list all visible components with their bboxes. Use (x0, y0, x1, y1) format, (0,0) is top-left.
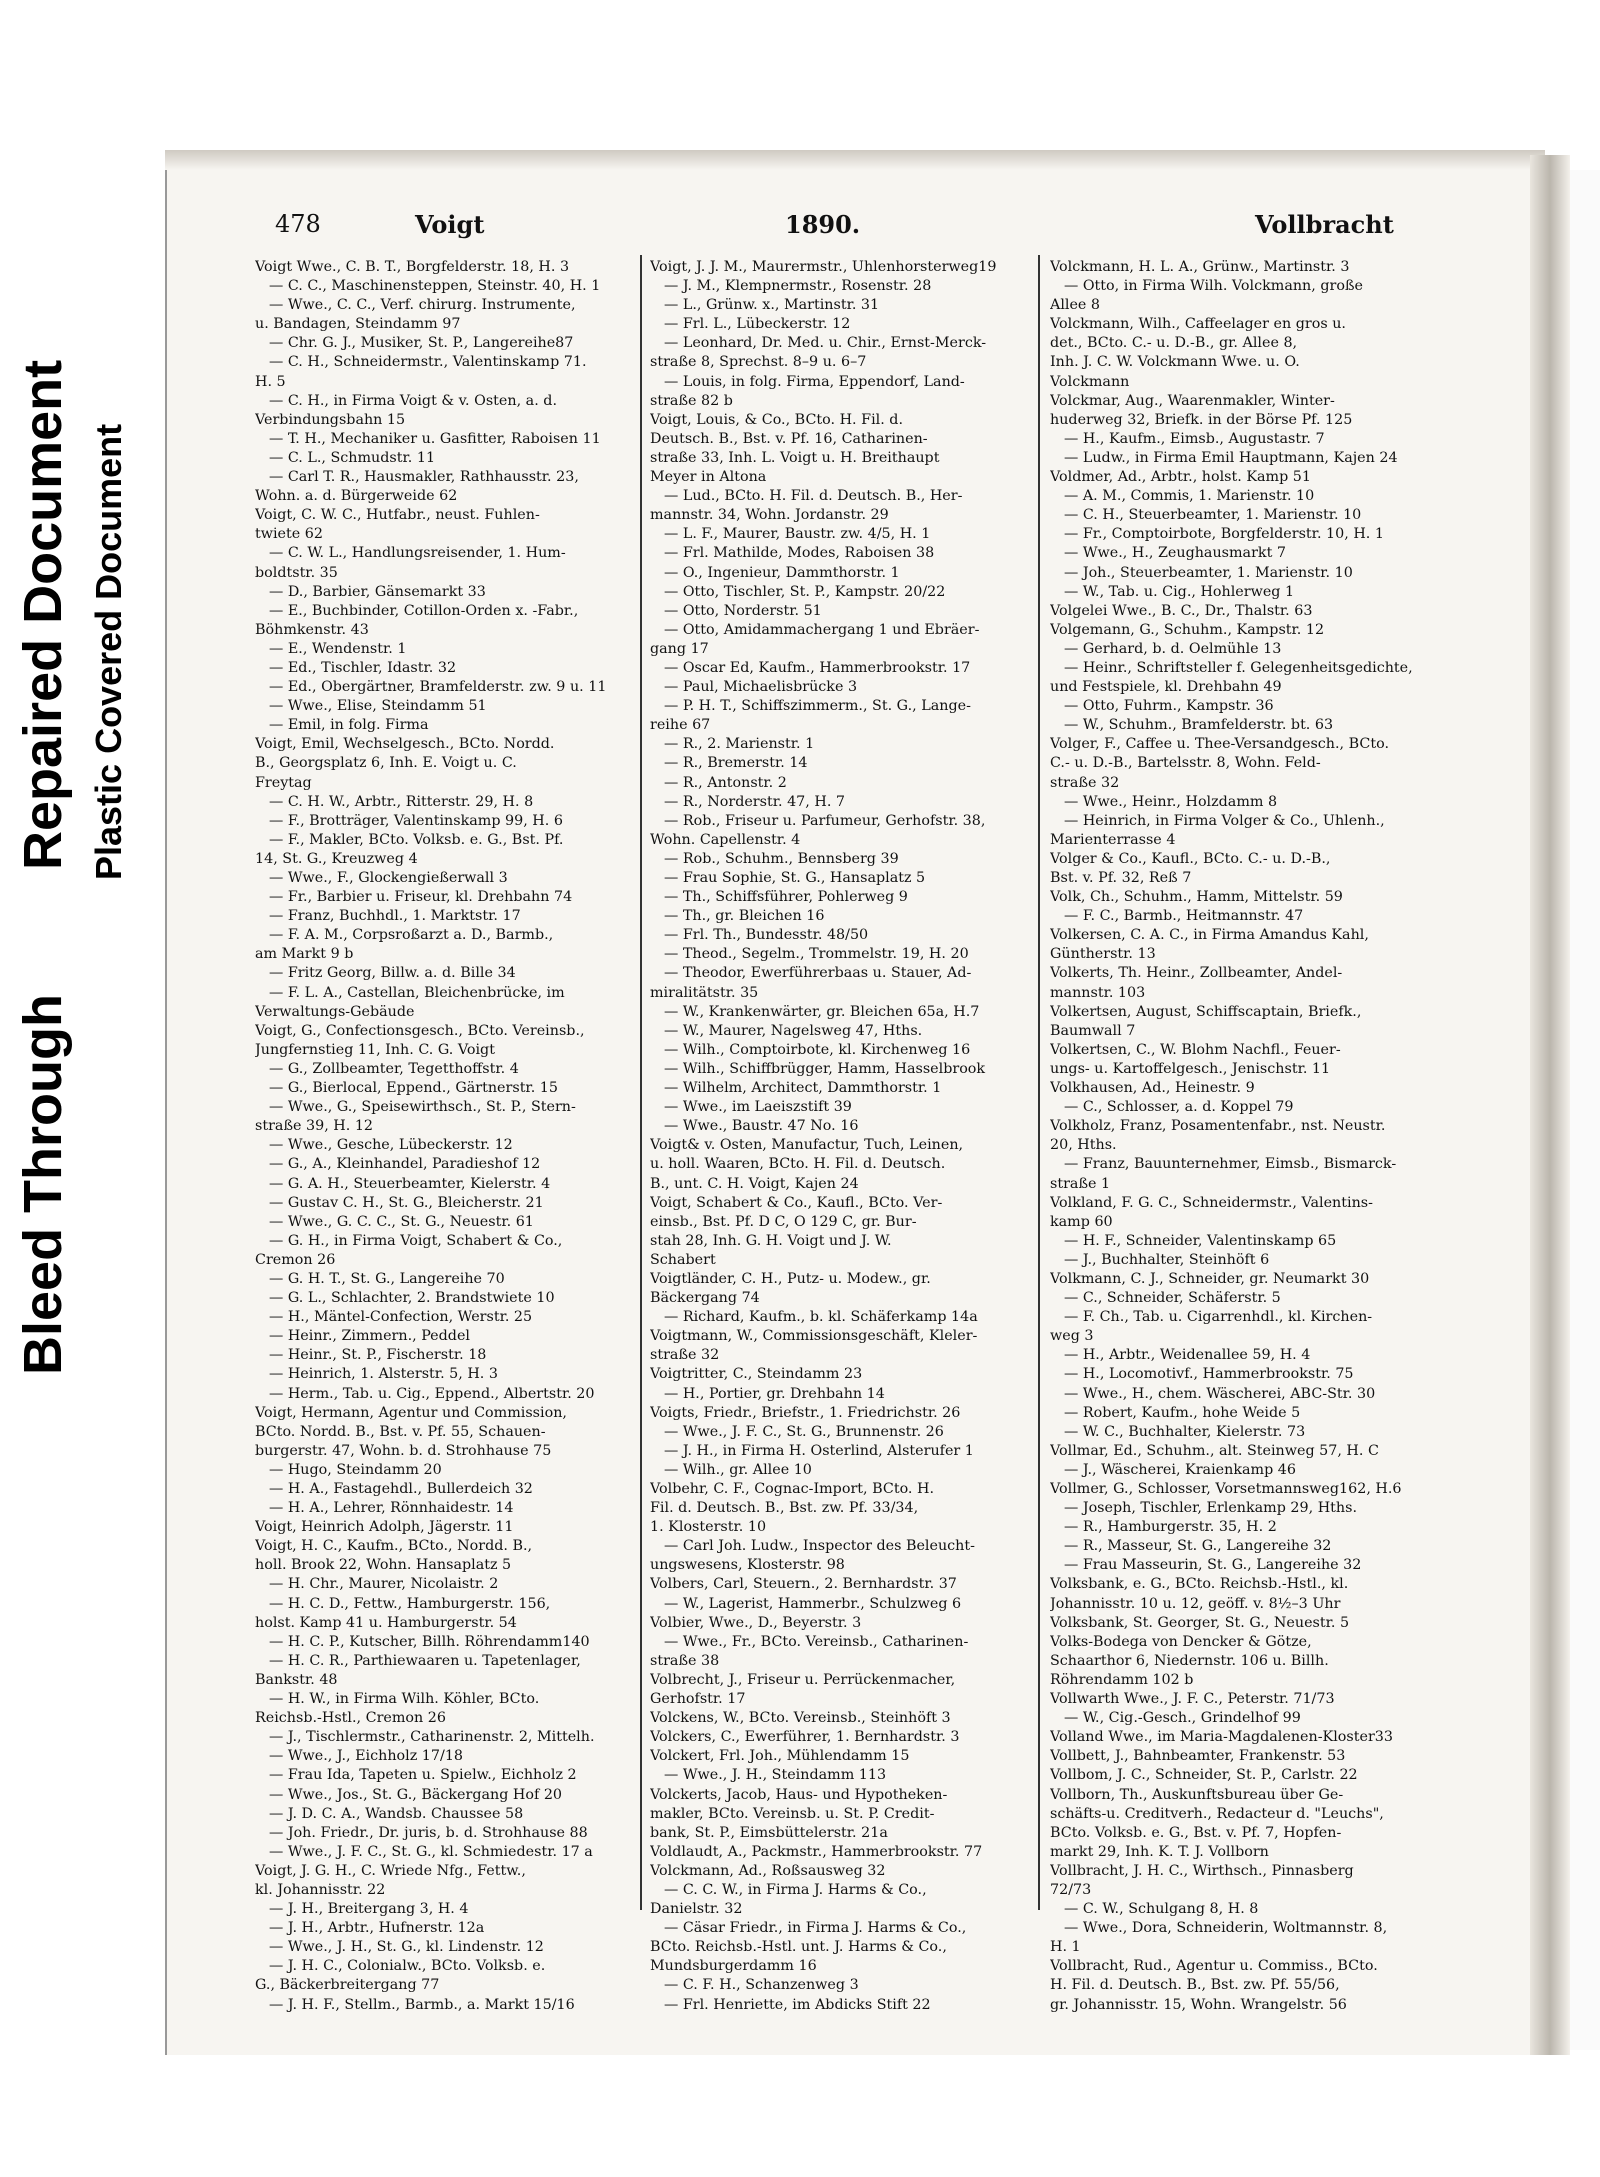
directory-entry-line: Volgelei Wwe., B. C., Dr., Thalstr. 63 (1050, 602, 1313, 619)
directory-entry-line: — H., Kaufm., Eimsb., Augustastr. 7 (1064, 430, 1325, 447)
directory-entry-line: Volkertsen, C., W. Blohm Nachfl., Feuer- (1050, 1041, 1341, 1058)
directory-entry-line: Reichsb.-Hstl., Cremon 26 (255, 1710, 446, 1727)
directory-entry-line: — Gerhard, b. d. Oelmühle 13 (1064, 640, 1282, 657)
directory-entry-line: burgerstr. 47, Wohn. b. d. Strohhause 75 (255, 1442, 552, 1459)
directory-entry-line: B., unt. C. H. Voigt, Kajen 24 (650, 1175, 859, 1192)
directory-entry-line: Volkhausen, Ad., Heinestr. 9 (1050, 1080, 1255, 1097)
directory-entry-line: — Robert, Kaufm., hohe Weide 5 (1064, 1404, 1301, 1421)
directory-entry-line: Bankstr. 48 (255, 1671, 338, 1688)
directory-entry-line: — Wwe., J. H., St. G., kl. Lindenstr. 12 (269, 1939, 544, 1956)
directory-entry-line: — Fritz Georg, Billw. a. d. Bille 34 (269, 965, 516, 982)
directory-entry-line: — E., Buchbinder, Cotillon-Orden x. -Fabr., (269, 602, 579, 619)
directory-entry-line: — Herm., Tab. u. Cig., Eppend., Albertstr. 20 (269, 1385, 595, 1402)
directory-entry-line: Volbrecht, J., Friseur u. Perrückenmacher, (650, 1671, 956, 1688)
directory-entry-line: — O., Ingenieur, Dammthorstr. 1 (664, 564, 900, 581)
directory-entry-line: — H. A., Lehrer, Rönnhaidestr. 14 (269, 1500, 514, 1517)
directory-entry-line: — J. H. F., Stellm., Barmb., a. Markt 15/16 (269, 1996, 575, 2013)
directory-entry-line: straße 39, H. 12 (255, 1118, 374, 1135)
directory-entry-line: Verbindungsbahn 15 (255, 411, 406, 428)
directory-entry-line: Volksbank, St. Georger, St. G., Neuestr. 5 (1050, 1614, 1350, 1631)
directory-entry-line: — Wwe., C. C., Verf. chirurg. Instrumente, (269, 297, 576, 314)
directory-entry-line: Voigt& v. Osten, Manufactur, Tuch, Leinen, (650, 1137, 964, 1154)
directory-entry-line: — Wilh., gr. Allee 10 (664, 1461, 812, 1478)
directory-entry-line: Volk, Ch., Schuhm., Hamm, Mittelstr. 59 (1050, 889, 1343, 906)
directory-entry-line: — Paul, Michaelisbrücke 3 (664, 679, 858, 696)
directory-entry-line: — Leonhard, Dr. Med. u. Chir., Ernst-Merck- (664, 335, 987, 352)
directory-entry-line: — Otto, in Firma Wilh. Volckmann, große (1064, 278, 1363, 295)
directory-entry-line: Vollmer, G., Schlosser, Vorsetmannsweg162, H.6 (1050, 1481, 1402, 1497)
directory-entry-line: — Carl Joh. Ludw., Inspector des Beleucht- (664, 1538, 975, 1555)
directory-entry-line: — H., Portier, gr. Drehbahn 14 (664, 1385, 885, 1402)
directory-entry-line: H. 5 (255, 373, 286, 390)
directory-entry-line: B., Georgsplatz 6, Inh. E. Voigt u. C. (255, 755, 517, 772)
directory-entry-line: — R., Norderstr. 47, H. 7 (664, 793, 846, 810)
directory-entry-line: Voigt, Emil, Wechselgesch., BCto. Nordd. (255, 736, 555, 753)
column-rule (640, 255, 642, 1910)
directory-entry-line: — Carl T. R., Hausmakler, Rathhausstr. 23, (269, 469, 579, 486)
directory-entry-line: — Wwe., G. C. C., St. G., Neuestr. 61 (269, 1213, 534, 1230)
directory-entry-line: — P. H. T., Schiffszimmerm., St. G., Lange- (664, 698, 971, 715)
directory-entry-line: Voigt, Hermann, Agentur und Commission, (255, 1404, 567, 1421)
directory-entry-line: — G. L., Schlachter, 2. Brandstwiete 10 (269, 1290, 555, 1307)
directory-entry-line: — Wwe., Dora, Schneiderin, Woltmannstr. 8, (1064, 1920, 1388, 1937)
directory-entry-line: Volckmann, Wilh., Caffeelager en gros u. (1050, 316, 1346, 333)
directory-entry-line: — C. W., Schulgang 8, H. 8 (1064, 1901, 1259, 1918)
directory-entry-line: huderweg 32, Briefk. in der Börse Pf. 125 (1050, 411, 1353, 428)
directory-entry-line: — Frau Masseurin, St. G., Langereihe 32 (1064, 1557, 1362, 1574)
directory-entry-line: Bäckergang 74 (650, 1290, 760, 1307)
directory-entry-line: — Theod., Segelm., Trommelstr. 19, H. 20 (664, 946, 969, 963)
directory-entry-line: — C., Schlosser, a. d. Koppel 79 (1064, 1099, 1294, 1116)
directory-entry-line: — Ludw., in Firma Emil Hauptmann, Kajen 24 (1064, 449, 1398, 466)
directory-entry-line: Voigt, C. W. C., Hutfabr., neust. Fuhlen- (255, 507, 540, 524)
directory-entry-line: C.- u. D.-B., Bartelsstr. 8, Wohn. Feld- (1050, 755, 1321, 772)
directory-entry-line: — D., Barbier, Gänsemarkt 33 (269, 583, 486, 600)
directory-entry-line: Voldmer, Ad., Arbtr., holst. Kamp 51 (1050, 469, 1311, 486)
directory-entry-line: Volkmann, C. J., Schneider, gr. Neumarkt 30 (1050, 1270, 1370, 1287)
directory-entry-line: — G. A. H., Steuerbeamter, Kielerstr. 4 (269, 1175, 551, 1192)
directory-entry-line: — Th., Schiffsführer, Pohlerweg 9 (664, 889, 908, 906)
directory-entry-line: Vollmar, Ed., Schuhm., alt. Steinweg 57, H. C (1050, 1442, 1379, 1459)
directory-entry-line: — Ed., Tischler, Idastr. 32 (269, 659, 457, 676)
directory-entry-line: — T. H., Mechaniker u. Gasfitter, Raboisen 11 (269, 430, 601, 447)
directory-entry-line: Volckers, C., Ewerführer, 1. Bernhardstr. 3 (650, 1729, 960, 1746)
directory-entry-line: Voigt, J. G. H., C. Wriede Nfg., Fettw., (255, 1862, 526, 1879)
directory-entry-line: Jungfernstieg 11, Inh. C. G. Voigt (255, 1041, 495, 1058)
directory-entry-line: makler, BCto. Vereinsb. u. St. P. Credit- (650, 1805, 935, 1822)
directory-entry-line: BCto. Nordd. B., Bst. v. Pf. 55, Schauen- (255, 1423, 546, 1440)
directory-entry-line: Volbers, Carl, Steuern., 2. Bernhardstr. 37 (650, 1576, 957, 1593)
repaired-document-label: Repaired Document (13, 359, 73, 870)
directory-entry-line: Volksbank, e. G., BCto. Reichsb.-Hstl., kl. (1050, 1576, 1349, 1593)
directory-entry-line: Danielstr. 32 (650, 1901, 743, 1918)
directory-entry-line: Marienterrasse 4 (1050, 831, 1176, 848)
directory-entry-line: — Oscar Ed, Kaufm., Hammerbrookstr. 17 (664, 659, 971, 676)
directory-entry-line: — Joh. Friedr., Dr. juris, b. d. Strohhause 88 (269, 1824, 588, 1841)
directory-entry-line: — F. L. A., Castellan, Bleichenbrücke, im (269, 984, 565, 1001)
directory-entry-line: Voigt, J. J. M., Maurermstr., Uhlenhorsterweg19 (650, 259, 997, 275)
directory-entry-line: — Wwe., Heinr., Holzdamm 8 (1064, 793, 1278, 810)
directory-entry-line: Volckmann, Ad., Roßsausweg 32 (650, 1862, 886, 1879)
directory-entry-line: Volckerts, Jacob, Haus- und Hypotheken- (650, 1786, 948, 1803)
directory-entry-line: — Wwe., H., chem. Wäscherei, ABC-Str. 30 (1064, 1385, 1376, 1402)
directory-entry-line: Volbier, Wwe., D., Beyerstr. 3 (650, 1614, 862, 1631)
directory-entry-line: am Markt 9 b (255, 946, 354, 963)
directory-entry-line: — Otto, Fuhrm., Kampstr. 36 (1064, 698, 1274, 715)
directory-entry-line: — F. Ch., Tab. u. Cigarrenhdl., kl. Kirchen- (1064, 1309, 1373, 1326)
directory-entry-line: — C. C. W., in Firma J. Harms & Co., (664, 1881, 927, 1898)
page-header (255, 210, 1545, 250)
directory-entry-line: Voigts, Friedr., Briefstr., 1. Friedrichstr. 26 (650, 1404, 961, 1421)
directory-entry-line: — G. H., in Firma Voigt, Schabert & Co., (269, 1232, 563, 1249)
directory-entry-line: bank, St. P., Eimsbüttelerstr. 21a (650, 1824, 888, 1841)
directory-entry-line: — C. H., Schneidermstr., Valentinskamp 71. (269, 354, 587, 371)
directory-entry-line: Deutsch. B., Bst. v. Pf. 16, Catharinen- (650, 430, 928, 447)
directory-entry-line: Volger, F., Caffee u. Thee-Versandgesch., BCto. (1050, 736, 1390, 753)
directory-entry-line: und Festspiele, kl. Drehbahn 49 (1050, 679, 1282, 696)
directory-entry-line: Röhrendamm 102 b (1050, 1671, 1194, 1688)
directory-entry-line: — J. H., Arbtr., Hufnerstr. 12a (269, 1920, 485, 1937)
directory-entry-line: Volckens, W., BCto. Vereinsb., Steinhöft 3 (650, 1710, 951, 1727)
directory-entry-line: — Wwe., Elise, Steindamm 51 (269, 698, 487, 715)
directory-entry-line: Fil. d. Deutsch. B., Bst. zw. Pf. 33/34, (650, 1500, 919, 1517)
directory-entry-line: — Chr. G. J., Musiker, St. P., Langereihe87 (269, 335, 574, 352)
directory-entry-line: Vollwarth Wwe., J. F. C., Peterstr. 71/73 (1050, 1691, 1335, 1708)
directory-entry-line: — C. W. L., Handlungsreisender, 1. Hum- (269, 545, 566, 562)
directory-entry-line: miralitätstr. 35 (650, 984, 759, 1001)
directory-entry-line: — Wwe., G., Speisewirthsch., St. P., Stern- (269, 1099, 576, 1116)
directory-entry-line: — W., Tab. u. Cig., Hohlerweg 1 (1064, 583, 1295, 600)
directory-entry-line: — Theodor, Ewerführerbaas u. Stauer, Ad- (664, 965, 972, 982)
directory-entry-line: Johannisstr. 10 u. 12, geöff. v. 8½–3 Uhr (1050, 1595, 1341, 1612)
directory-entry-line: — Otto, Tischler, St. P., Kampstr. 20/22 (664, 583, 946, 600)
adjacent-page-edge (1570, 170, 1600, 2050)
directory-entry-line: 1. Klosterstr. 10 (650, 1519, 767, 1536)
directory-entry-line: — Wwe., H., Zeughausmarkt 7 (1064, 545, 1286, 562)
directory-entry-line: — W., Cig.-Gesch., Grindelhof 99 (1064, 1710, 1301, 1727)
directory-entry-line: Schabert (650, 1251, 716, 1268)
directory-entry-line: — H., Mäntel-Confection, Werstr. 25 (269, 1309, 533, 1326)
directory-entry-line: — Wwe., F., Glockengießerwall 3 (269, 870, 508, 886)
directory-entry-line: — L., Grünw. x., Martinstr. 31 (664, 297, 880, 314)
directory-entry-line: Güntherstr. 13 (1050, 946, 1156, 963)
directory-entry-line: — W., Lagerist, Hammerbr., Schulzweg 6 (664, 1595, 962, 1612)
directory-entry-line: Volckmar, Aug., Waarenmakler, Winter- (1050, 392, 1335, 409)
directory-entry-line: Volkerts, Th. Heinr., Zollbeamter, Andel- (1050, 965, 1343, 982)
directory-entry-line: — R., 2. Marienstr. 1 (664, 736, 815, 753)
directory-entry-line: Vollbracht, J. H. C., Wirthsch., Pinnasberg (1050, 1862, 1354, 1879)
directory-entry-line: straße 82 b (650, 392, 733, 409)
directory-column-middle (650, 258, 1025, 2015)
directory-entry-line: — H. Chr., Maurer, Nicolaistr. 2 (269, 1576, 499, 1593)
directory-entry-line: Inh. J. C. W. Volckmann Wwe. u. O. (1050, 354, 1300, 371)
directory-entry-line: — J., Buchhalter, Steinhöft 6 (1064, 1251, 1270, 1268)
directory-entry-line: Volkertsen, August, Schiffscaptain, Briefk., (1050, 1003, 1362, 1020)
directory-entry-line: kamp 60 (1050, 1213, 1113, 1230)
directory-entry-line: weg 3 (1050, 1328, 1094, 1345)
directory-entry-line: — R., Masseur, St. G., Langereihe 32 (1064, 1538, 1332, 1555)
directory-entry-line: — G., Bierlocal, Eppend., Gärtnerstr. 15 (269, 1080, 558, 1097)
directory-entry-line: straße 32 (1050, 774, 1120, 791)
directory-entry-line: Voigt, G., Confectionsgesch., BCto. Vereinsb., (255, 1022, 585, 1039)
directory-entry-line: schäfts-u. Creditverh., Redacteur d. "Leuchs", (1050, 1805, 1384, 1822)
directory-entry-line: — Lud., BCto. H. Fil. d. Deutsch. B., Her- (664, 488, 963, 505)
directory-entry-line: Volkersen, C. A. C., in Firma Amandus Kahl, (1050, 927, 1369, 944)
directory-entry-line: — Frau Ida, Tapeten u. Spielw., Eichholz 2 (269, 1767, 577, 1784)
directory-entry-line: holst. Kamp 41 u. Hamburgerstr. 54 (255, 1614, 517, 1631)
directory-entry-line: — Wwe., Baustr. 47 No. 16 (664, 1118, 859, 1135)
directory-entry-line: — Wwe., J., Eichholz 17/18 (269, 1748, 464, 1765)
directory-entry-line: 14, St. G., Kreuzweg 4 (255, 850, 418, 867)
header-left-word: Voigt (415, 210, 485, 239)
directory-entry-line: Volks-Bodega von Dencker & Götze, (1050, 1633, 1312, 1650)
directory-entry-line: — F. C., Barmb., Heitmannstr. 47 (1064, 908, 1304, 925)
directory-entry-line: 72/73 (1050, 1881, 1092, 1898)
directory-entry-line: BCto. Volksb. e. G., Bst. v. Pf. 7, Hopfen- (1050, 1824, 1342, 1841)
directory-entry-line: — J. D. C. A., Wandsb. Chaussee 58 (269, 1805, 524, 1822)
directory-entry-line: gang 17 (650, 640, 709, 657)
directory-entry-line: — Wwe., J. F. C., St. G., Brunnenstr. 26 (664, 1423, 944, 1440)
header-year: 1890. (785, 210, 861, 239)
directory-entry-line: ungs- u. Kartoffelgesch., Jenischstr. 11 (1050, 1060, 1331, 1077)
directory-entry-line: Voigtmann, W., Commissionsgeschäft, Kleler- (650, 1328, 978, 1345)
directory-entry-line: — J., Wäscherei, Kraienkamp 46 (1064, 1461, 1296, 1478)
directory-entry-line: Volger & Co., Kaufl., BCto. C.- u. D.-B., (1050, 850, 1331, 867)
directory-entry-line: — Wilh., Schiffbrügger, Hamm, Hasselbrook (664, 1060, 986, 1077)
directory-entry-line: Volgemann, G., Schuhm., Kampstr. 12 (1050, 621, 1325, 638)
directory-entry-line: — H., Arbtr., Weidenallee 59, H. 4 (1064, 1347, 1311, 1364)
header-right-word: Vollbracht (1255, 210, 1394, 239)
directory-entry-line: Meyer in Altona (650, 469, 767, 486)
directory-entry-line: holl. Brook 22, Wohn. Hansaplatz 5 (255, 1557, 512, 1574)
directory-entry-line: ungswesens, Klosterstr. 98 (650, 1557, 845, 1574)
directory-entry-line: BCto. Reichsb.-Hstl. unt. J. Harms & Co., (650, 1939, 947, 1956)
directory-entry-line: — Frl. Th., Bundesstr. 48/50 (664, 927, 869, 944)
directory-entry-line: Volland Wwe., im Maria-Magdalenen-Kloster33 (1050, 1729, 1393, 1746)
directory-entry-line: — Heinr., St. P., Fischerstr. 18 (269, 1347, 487, 1364)
directory-column-left (255, 258, 630, 2015)
directory-entry-line: — R., Antonstr. 2 (664, 774, 787, 791)
directory-entry-line: — Rob., Schuhm., Bennsberg 39 (664, 850, 899, 867)
directory-entry-line: reihe 67 (650, 717, 711, 734)
directory-entry-line: — H. C. P., Kutscher, Billh. Röhrendamm140 (269, 1633, 590, 1650)
page-top-shadow (165, 150, 1545, 170)
directory-entry-line: — Frl. Mathilde, Modes, Raboisen 38 (664, 545, 935, 562)
directory-entry-line: Volckmann, H. L. A., Grünw., Martinstr. 3 (1050, 259, 1350, 275)
directory-entry-line: Schaarthor 6, Niedernstr. 106 u. Billh. (1050, 1652, 1329, 1669)
directory-entry-line: — Heinr., Schriftsteller f. Gelegenheitsgedichte, (1064, 659, 1413, 676)
directory-entry-line: Allee 8 (1050, 297, 1101, 314)
directory-entry-line: det., BCto. C.- u. D.-B., gr. Allee 8, (1050, 335, 1298, 352)
directory-entry-line: Voigt Wwe., C. B. T., Borgfelderstr. 18, H. 3 (255, 259, 570, 275)
directory-entry-line: 20, Hths. (1050, 1137, 1117, 1154)
directory-entry-line: — Gustav C. H., St. G., Bleicherstr. 21 (269, 1194, 544, 1211)
directory-entry-line: kl. Johannisstr. 22 (255, 1881, 386, 1898)
directory-entry-line: Wohn. Capellenstr. 4 (650, 831, 801, 848)
directory-entry-line: — C. H., Steuerbeamter, 1. Marienstr. 10 (1064, 507, 1362, 524)
directory-entry-line: — G., Zollbeamter, Tegetthoffstr. 4 (269, 1060, 519, 1077)
directory-entry-line: — A. M., Commis, 1. Marienstr. 10 (1064, 488, 1315, 505)
directory-entry-line: Wohn. a. d. Bürgerweide 62 (255, 488, 458, 505)
directory-entry-line: — Joh., Steuerbeamter, 1. Marienstr. 10 (1064, 564, 1353, 581)
directory-entry-line: H. 1 (1050, 1939, 1081, 1956)
directory-entry-line: — F. A. M., Corpsroßarzt a. D., Barmb., (269, 927, 554, 944)
directory-entry-line: H. Fil. d. Deutsch. B., Bst. zw. Pf. 55/56, (1050, 1977, 1340, 1994)
directory-entry-line: — E., Wendenstr. 1 (269, 640, 407, 657)
directory-entry-line: — Heinr., Zimmern., Peddel (269, 1328, 470, 1345)
directory-entry-line: Volckmann (1050, 373, 1130, 390)
directory-entry-line: — Joseph, Tischler, Erlenkamp 29, Hths. (1064, 1500, 1358, 1517)
directory-entry-line: u. Bandagen, Steindamm 97 (255, 316, 461, 333)
directory-entry-line: — Rob., Friseur u. Parfumeur, Gerhofstr. 38, (664, 812, 986, 829)
directory-entry-line: — J. H., Breitergang 3, H. 4 (269, 1901, 469, 1918)
directory-entry-line: — Wwe., J. F. C., St. G., kl. Schmiedestr. 17 a (269, 1843, 593, 1860)
directory-entry-line: — R., Bremerstr. 14 (664, 755, 808, 772)
directory-entry-line: — L. F., Maurer, Baustr. zw. 4/5, H. 1 (664, 526, 931, 543)
directory-entry-line: gr. Johannisstr. 15, Wohn. Wrangelstr. 56 (1050, 1996, 1347, 2013)
directory-entry-line: — Louis, in folg. Firma, Eppendorf, Land- (664, 373, 965, 390)
directory-entry-line: — Richard, Kaufm., b. kl. Schäferkamp 14a (664, 1309, 978, 1326)
directory-entry-line: Verwaltungs-Gebäude (255, 1003, 415, 1020)
directory-column-right (1050, 258, 1425, 2015)
directory-entry-line: Bst. v. Pf. 32, Reß 7 (1050, 870, 1192, 886)
directory-entry-line: — C., Schneider, Schäferstr. 5 (1064, 1290, 1281, 1307)
directory-entry-line: — F., Brotträger, Valentinskamp 99, H. 6 (269, 812, 563, 829)
directory-entry-line: — H. W., in Firma Wilh. Köhler, BCto. (269, 1691, 540, 1708)
directory-entry-line: — W., Maurer, Nagelsweg 47, Hths. (664, 1022, 923, 1039)
directory-entry-line: stah 28, Inh. G. H. Voigt und J. W. (650, 1232, 892, 1249)
directory-entry-line: Vollbett, J., Bahnbeamter, Frankenstr. 53 (1050, 1748, 1346, 1765)
directory-entry-line: boldtstr. 35 (255, 564, 338, 581)
directory-entry-line: Volkland, F. G. C., Schneidermstr., Valentins- (1050, 1194, 1373, 1211)
directory-entry-line: Mundsburgerdamm 16 (650, 1958, 817, 1975)
directory-entry-line: straße 33, Inh. L. Voigt u. H. Breithaupt (650, 449, 940, 466)
directory-entry-line: — Emil, in folg. Firma (269, 717, 429, 734)
directory-entry-line: twiete 62 (255, 526, 323, 543)
directory-entry-line: Vollbracht, Rud., Agentur u. Commiss., BCto. (1050, 1958, 1378, 1975)
directory-entry-line: — Hugo, Steindamm 20 (269, 1461, 442, 1478)
directory-entry-line: Vollborn, Th., Auskunftsbureau über Ge- (1050, 1786, 1344, 1803)
directory-entry-line: einsb., Bst. Pf. D C, O 129 C, gr. Bur- (650, 1213, 917, 1230)
directory-entry-line: — Frl. L., Lübeckerstr. 12 (664, 316, 851, 333)
directory-entry-line: — H. A., Fastagehdl., Bullerdeich 32 (269, 1481, 533, 1497)
directory-entry-line: — Wwe., Jos., St. G., Bäckergang Hof 20 (269, 1786, 563, 1803)
directory-entry-line: — G. H. T., St. G., Langereihe 70 (269, 1270, 505, 1287)
directory-entry-line: mannstr. 34, Wohn. Jordanstr. 29 (650, 507, 889, 524)
directory-entry-line: Voldlaudt, A., Packmstr., Hammerbrookstr. 77 (650, 1843, 983, 1860)
directory-entry-line: markt 29, Inh. K. T. J. Vollborn (1050, 1843, 1269, 1860)
directory-entry-line: — Frau Sophie, St. G., Hansaplatz 5 (664, 870, 926, 886)
directory-entry-line: — C. F. H., Schanzenweg 3 (664, 1977, 859, 1994)
directory-entry-line: Gerhofstr. 17 (650, 1691, 746, 1708)
directory-entry-line: — Wwe., Gesche, Lübeckerstr. 12 (269, 1137, 513, 1154)
directory-entry-line: Vollbom, J. C., Schneider, St. P., Carlstr. 22 (1050, 1767, 1358, 1784)
directory-entry-line: — J. H. C., Colonialw., BCto. Volksb. e. (269, 1958, 546, 1975)
directory-entry-line: — C. H. W., Arbtr., Ritterstr. 29, H. 8 (269, 793, 534, 810)
directory-entry-line: — F., Makler, BCto. Volksb. e. G., Bst. Pf. (269, 831, 564, 848)
directory-entry-line: Baumwall 7 (1050, 1022, 1136, 1039)
directory-entry-line: straße 8, Sprechst. 8–9 u. 6–7 (650, 354, 867, 371)
directory-entry-line: — H. C. D., Fettw., Hamburgerstr. 156, (269, 1595, 551, 1612)
directory-entry-line: — Heinrich, 1. Alsterstr. 5, H. 3 (269, 1366, 498, 1383)
directory-entry-line: — J. M., Klempnermstr., Rosenstr. 28 (664, 278, 932, 295)
directory-entry-line: Voigt, H. C., Kaufm., BCto., Nordd. B., (255, 1538, 533, 1555)
directory-entry-line: — Otto, Norderstr. 51 (664, 602, 822, 619)
directory-entry-line: — Wwe., im Laeiszstift 39 (664, 1099, 852, 1116)
directory-entry-line: — W., Krankenwärter, gr. Bleichen 65a, H.7 (664, 1003, 980, 1020)
directory-entry-line: Volbehr, C. F., Cognac-Import, BCto. H. (650, 1481, 935, 1497)
bleed-through-label: Bleed Through (13, 994, 73, 1375)
directory-entry-line: — Heinrich, in Firma Volger & Co., Uhlenh., (1064, 812, 1385, 829)
directory-entry-line: — J. H., in Firma H. Osterlind, Alsterufer 1 (664, 1442, 974, 1459)
directory-entry-line: — Franz, Buchhdl., 1. Marktstr. 17 (269, 908, 521, 925)
directory-entry-line: — Otto, Amidammachergang 1 und Ebräer- (664, 621, 980, 638)
directory-entry-line: Böhmkenstr. 43 (255, 621, 369, 638)
plastic-covered-label: Plastic Covered Document (88, 423, 129, 880)
directory-entry-line: — W., Schuhm., Bramfelderstr. bt. 63 (1064, 717, 1334, 734)
directory-entry-line: Voigtritter, C., Steindamm 23 (650, 1366, 863, 1383)
directory-entry-line: G., Bäckerbreitergang 77 (255, 1977, 440, 1994)
directory-entry-line: straße 32 (650, 1347, 720, 1364)
directory-entry-line: — Wwe., Fr., BCto. Vereinsb., Catharinen- (664, 1633, 969, 1650)
directory-entry-line: — C. C., Maschinensteppen, Steinstr. 40, H. 1 (269, 278, 601, 295)
directory-entry-line: Freytag (255, 774, 312, 791)
directory-entry-line: Cremon 26 (255, 1251, 336, 1268)
directory-entry-line: — Franz, Bauunternehmer, Eimsb., Bismarck- (1064, 1156, 1397, 1173)
directory-entry-line: — Wilh., Comptoirbote, kl. Kirchenweg 16 (664, 1041, 971, 1058)
column-rule (1038, 255, 1040, 1910)
directory-entry-line: — Frl. Henriette, im Abdicks Stift 22 (664, 1996, 931, 2013)
directory-entry-line: — C. L., Schmudstr. 11 (269, 449, 436, 466)
directory-entry-line: — Cäsar Friedr., in Firma J. Harms & Co., (664, 1920, 967, 1937)
directory-entry-line: — H. C. R., Parthiewaaren u. Tapetenlager, (269, 1652, 581, 1669)
directory-entry-line: — G., A., Kleinhandel, Paradieshof 12 (269, 1156, 541, 1173)
directory-entry-line: — Th., gr. Bleichen 16 (664, 908, 825, 925)
directory-entry-line: straße 1 (1050, 1175, 1111, 1192)
directory-entry-line: — Ed., Obergärtner, Bramfelderstr. zw. 9 u. 11 (269, 679, 607, 696)
directory-entry-line: — Wilhelm, Architect, Dammthorstr. 1 (664, 1080, 942, 1097)
directory-entry-line: Volckert, Frl. Joh., Mühlendamm 15 (650, 1748, 910, 1765)
directory-entry-line: — R., Hamburgerstr. 35, H. 2 (1064, 1519, 1277, 1536)
page-number: 478 (275, 210, 321, 238)
directory-entry-line: — H., Locomotivf., Hammerbrookstr. 75 (1064, 1366, 1354, 1383)
directory-entry-line: — Fr., Comptoirbote, Borgfelderstr. 10, H. 1 (1064, 526, 1384, 543)
directory-entry-line: — H. F., Schneider, Valentinskamp 65 (1064, 1232, 1337, 1249)
directory-entry-line: u. holl. Waaren, BCto. H. Fil. d. Deutsch. (650, 1156, 946, 1173)
page-fold (1530, 155, 1570, 2055)
directory-entry-line: Voigtländer, C. H., Putz- u. Modew., gr. (650, 1270, 931, 1287)
directory-entry-line: Voigt, Heinrich Adolph, Jägerstr. 11 (255, 1519, 514, 1536)
directory-entry-line: — C. H., in Firma Voigt & v. Osten, a. d. (269, 392, 557, 409)
directory-entry-line: — W. C., Buchhalter, Kielerstr. 73 (1064, 1423, 1306, 1440)
directory-entry-line: Voigt, Schabert & Co., Kaufl., BCto. Ver- (650, 1194, 943, 1211)
directory-entry-line: Volkholz, Franz, Posamentenfabr., nst. Neustr. (1050, 1118, 1386, 1135)
directory-entry-line: mannstr. 103 (1050, 984, 1146, 1001)
directory-entry-line: straße 38 (650, 1652, 720, 1669)
directory-entry-line: — Wwe., J. H., Steindamm 113 (664, 1767, 887, 1784)
directory-entry-line: — Fr., Barbier u. Friseur, kl. Drehbahn 74 (269, 889, 573, 906)
directory-entry-line: Voigt, Louis, & Co., BCto. H. Fil. d. (650, 411, 903, 428)
directory-entry-line: — J., Tischlermstr., Catharinenstr. 2, Mittelh. (269, 1729, 595, 1746)
